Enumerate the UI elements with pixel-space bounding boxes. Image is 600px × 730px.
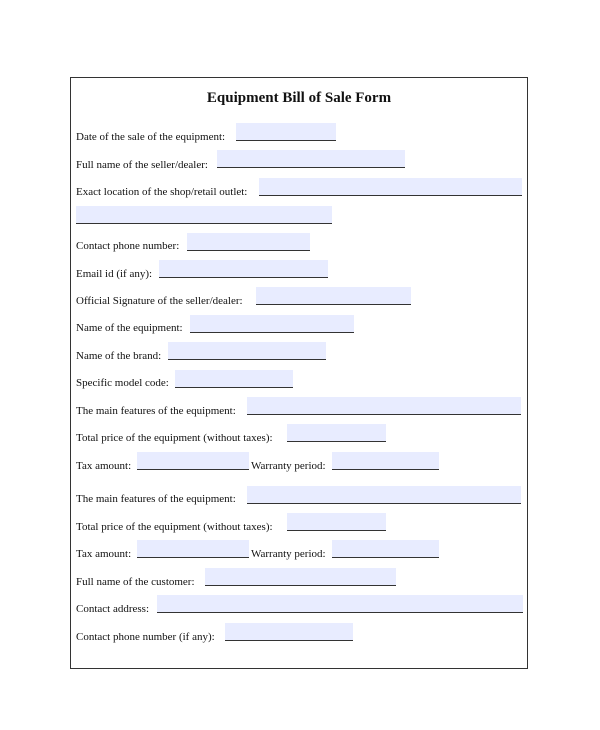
tax-amount-field-1[interactable] [137, 452, 249, 470]
warranty-field-1[interactable] [332, 452, 439, 470]
label-warranty-1: Warranty period: [251, 460, 326, 472]
total-price-field-2[interactable] [287, 513, 386, 531]
label-customer-name: Full name of the customer: [76, 576, 195, 588]
warranty-field-2[interactable] [332, 540, 439, 558]
seller-signature-field[interactable] [256, 287, 411, 305]
shop-location-field-line2[interactable] [76, 206, 332, 224]
equipment-name-field[interactable] [190, 315, 354, 333]
label-equipment-name: Name of the equipment: [76, 322, 183, 334]
contact-phone-optional-field[interactable] [225, 623, 353, 641]
label-tax-amount-2: Tax amount: [76, 548, 132, 560]
label-contact-phone-optional: Contact phone number (if any): [76, 631, 215, 643]
label-contact-address: Contact address: [76, 603, 150, 615]
label-contact-phone: Contact phone number: [76, 240, 180, 252]
label-email: Email id (if any): [76, 268, 153, 280]
total-price-field-1[interactable] [287, 424, 386, 442]
seller-name-field[interactable] [217, 150, 405, 168]
label-seller-name: Full name of the seller/dealer: [76, 159, 208, 171]
label-seller-signature: Official Signature of the seller/dealer: [76, 295, 243, 307]
label-brand-name: Name of the brand: [76, 350, 162, 362]
customer-name-field[interactable] [205, 568, 396, 586]
form-page [70, 77, 528, 669]
contact-phone-field[interactable] [187, 233, 310, 251]
label-tax-amount-1: Tax amount: [76, 460, 132, 472]
label-shop-location: Exact location of the shop/retail outlet: [76, 186, 248, 198]
label-model-code: Specific model code: [76, 377, 169, 389]
features-field-2[interactable] [247, 486, 521, 504]
email-field[interactable] [159, 260, 328, 278]
tax-amount-field-2[interactable] [137, 540, 249, 558]
form-title: Equipment Bill of Sale Form [206, 90, 392, 106]
contact-address-field[interactable] [157, 595, 523, 613]
sale-date-field[interactable] [236, 123, 336, 141]
label-warranty-2: Warranty period: [251, 548, 326, 560]
brand-name-field[interactable] [168, 342, 326, 360]
label-sale-date: Date of the sale of the equipment: [76, 131, 226, 143]
shop-location-field[interactable] [259, 178, 522, 196]
label-features-1: The main features of the equipment: [76, 405, 236, 417]
label-total-price-1: Total price of the equipment (without taxes): [76, 432, 273, 444]
features-field-1[interactable] [247, 397, 521, 415]
model-code-field[interactable] [175, 370, 293, 388]
label-features-2: The main features of the equipment: [76, 493, 236, 505]
label-total-price-2: Total price of the equipment (without taxes): [76, 521, 273, 533]
